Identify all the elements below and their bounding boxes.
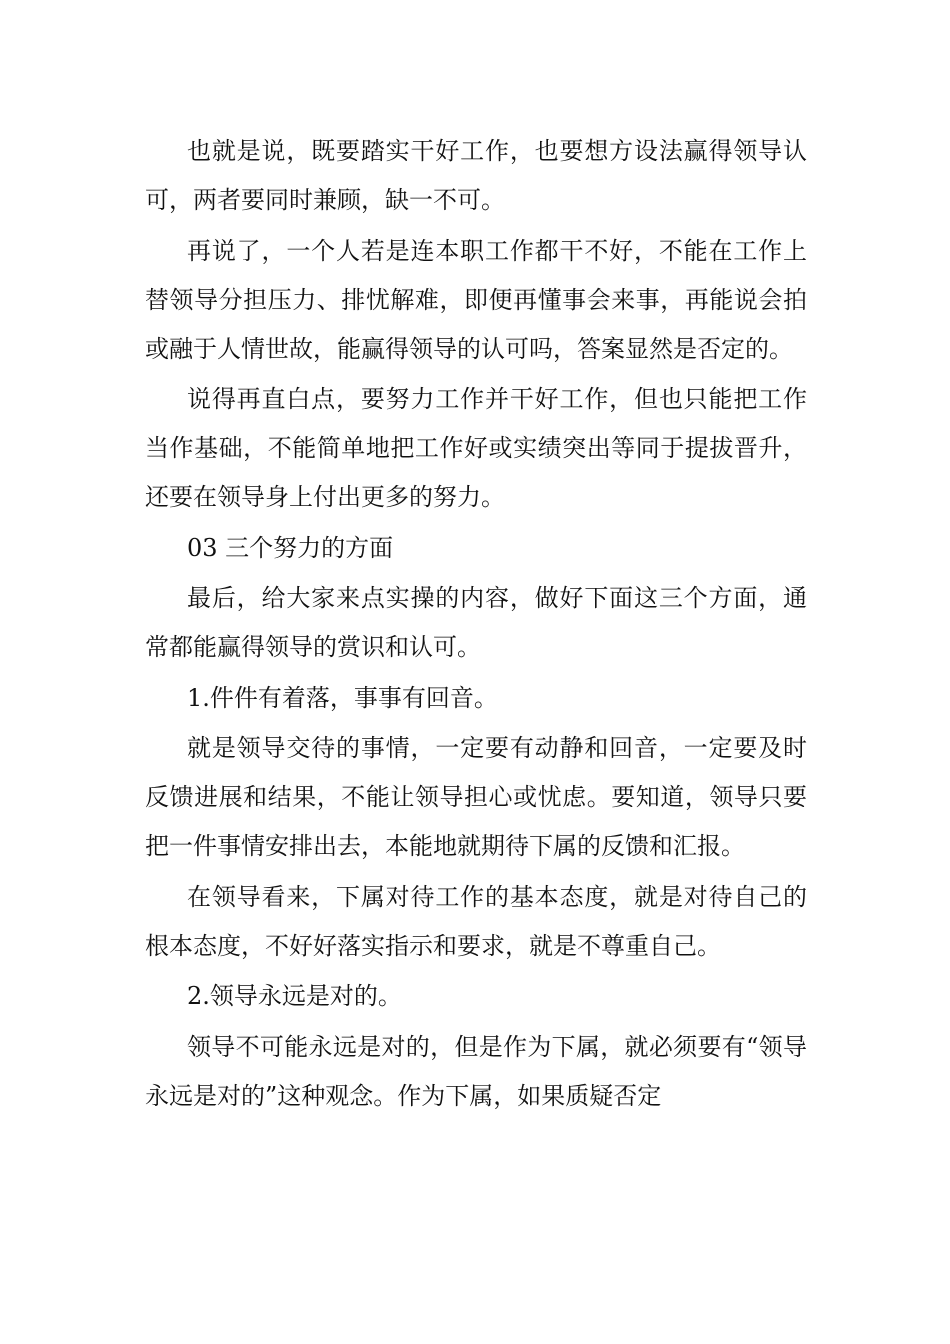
document-page [145, 127, 807, 1122]
point-heading-1: 1.件件有着落，事事有回音。 [187, 683, 498, 712]
paragraph-6: 在领导看来，下属对待工作的基本态度，就是对待自己的根本态度，不好好落实指示和要求，就是不尊重自己。 [145, 882, 807, 960]
paragraph-4: 最后，给大家来点实操的内容，做好下面这三个方面，通常都能赢得领导的赏识和认可。 [145, 584, 807, 661]
paragraph-5: 就是领导交待的事情，一定要有动静和回音，一定要及时反馈进展和结果，不能让领导担心或忧虑。要知道，领导只要把一件事情安排出去，本能地就期待下属的反馈和汇报。 [145, 734, 807, 860]
paragraph-2: 再说了，一个人若是连本职工作都干不好，不能在工作上替领导分担压力、排忧解难，即便再懂事会来事，再能说会拍或融于人情世故，能赢得领导的认可吗，答案显然是否定的。 [145, 236, 807, 363]
paragraph-3: 说得再直白点，要努力工作并干好工作，但也只能把工作当作基础，不能简单地把工作好或实绩突出等同于提拔晋升，还要在领导身上付出更多的努力。 [145, 385, 807, 511]
section-heading: 03 三个努力的方面 [187, 533, 394, 562]
paragraph-1: 也就是说，既要踏实干好工作，也要想方设法赢得领导认可，两者要同时兼顾，缺一不可。 [145, 137, 807, 214]
point-heading-2: 2.领导永远是对的。 [187, 982, 402, 1010]
paragraph-7: 领导不可能永远是对的，但是作为下属，就必须要有“领导永远是对的”这种观念。作为下属，如果质疑否定 [145, 1032, 807, 1110]
